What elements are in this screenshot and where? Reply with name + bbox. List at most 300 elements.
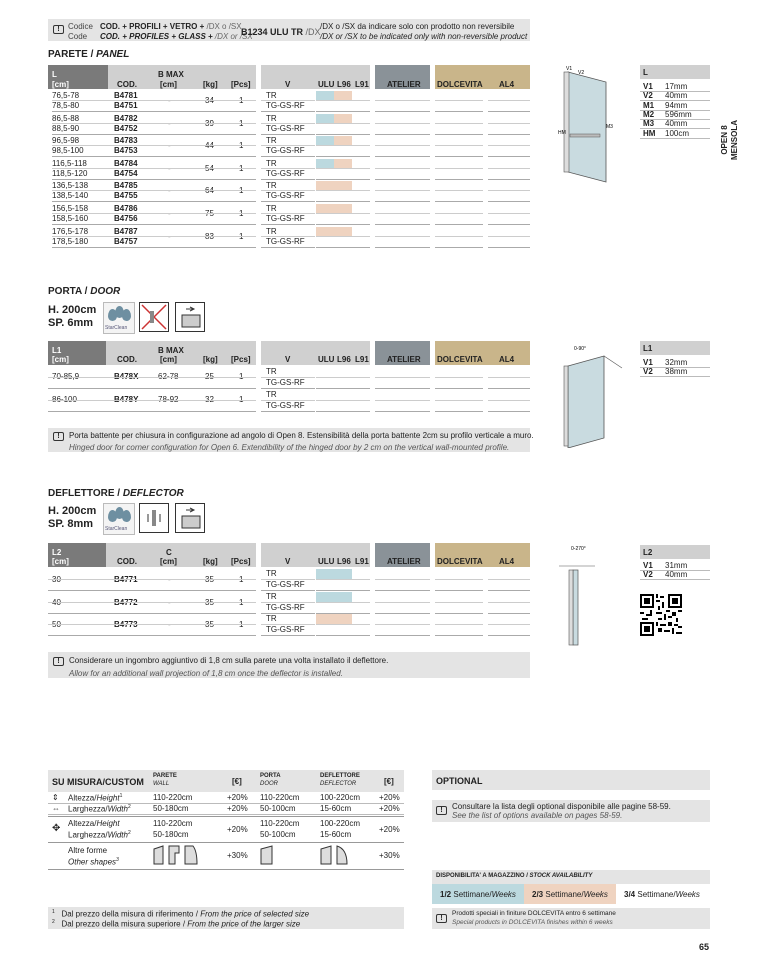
defl-col-c-unit: [cm] [160, 557, 177, 566]
table-row-l1: 86,5-88 [52, 113, 80, 123]
row-divider [316, 377, 370, 378]
defl-row-glass2: TG-GS-RF [266, 625, 305, 634]
table-row-glass2: TG-GS-RF [266, 214, 305, 223]
row-divider [108, 224, 256, 225]
defl-note-it: Considerare un ingombro aggiuntivo di 1,8 cm sulla parete una volta installato il deflettore. [69, 656, 389, 665]
info-icon: ! [436, 806, 447, 815]
dim-key: V2 [643, 367, 653, 377]
dim-value: 17mm [665, 82, 688, 91]
defl-row-glass1: TR [266, 591, 277, 601]
code-formula-it: COD. + PROFILI + VETRO + /DX o /SX [100, 22, 242, 31]
table-row-l1: 156,5-158 [52, 204, 89, 213]
row-divider [488, 247, 530, 248]
custom-wall-en: WALL [153, 781, 170, 787]
optional-title: OPTIONAL [436, 776, 483, 786]
info-icon: ! [53, 25, 64, 34]
row-divider [435, 100, 483, 101]
row-divider [435, 247, 483, 248]
row-divider [435, 168, 483, 169]
defl-col-kg: [kg] [203, 557, 218, 566]
defl-col-atelier: ATELIER [387, 557, 421, 566]
row-divider [316, 156, 370, 157]
custom-row-door: 110-220cm [260, 793, 300, 802]
table-row-l2: 118,5-120 [52, 168, 88, 178]
panel-header-right [261, 65, 370, 89]
code-note-en: /DX or /SX to be indicated only with non-reversible product [320, 32, 528, 41]
row-divider [108, 123, 256, 124]
reversible-icon [139, 503, 169, 533]
row-divider [261, 156, 315, 157]
row-divider [261, 602, 315, 603]
row-divider [375, 145, 430, 146]
row-divider [261, 579, 315, 580]
row-divider [52, 168, 108, 169]
table-row-code2: B4756 [114, 214, 138, 223]
row-divider [375, 179, 430, 180]
table-row-l2: 158,5-160 [52, 214, 89, 223]
deflector-open-icon [175, 503, 205, 533]
combo-wall2: 50-180cm [153, 830, 189, 839]
dim-value: 32mm [665, 358, 688, 367]
row-divider [261, 236, 315, 237]
row-divider [52, 111, 108, 112]
row-divider [435, 134, 483, 135]
row-divider [48, 602, 256, 603]
dim-divider [640, 138, 710, 139]
table-row-glass2: TG-GS-RF [266, 101, 305, 110]
row-divider [488, 145, 530, 146]
table-row-glass1: TR [266, 136, 277, 146]
custom-row-dp: +20% [379, 804, 400, 813]
custom-row-defl: 15-60cm [320, 804, 352, 813]
defl-row-glass2: TG-GS-RF [266, 580, 305, 589]
table-row-code2: B4757 [114, 236, 138, 246]
defl-row-glass2: TG-GS-RF [266, 602, 305, 612]
row-divider [261, 635, 315, 636]
row-divider [435, 613, 483, 614]
row-divider [52, 224, 108, 225]
row-divider [316, 123, 370, 124]
row-divider [261, 213, 315, 214]
dim-key: M1 [643, 100, 655, 110]
row-divider [108, 179, 256, 180]
defl-row-glass1: TR [266, 569, 277, 578]
dim-key: V1 [643, 358, 653, 367]
row-divider [375, 400, 430, 401]
row-divider [108, 134, 256, 135]
row-divider [316, 100, 370, 101]
panel-diagram [548, 62, 628, 187]
door-row-glass1: TR [266, 367, 277, 376]
row-divider [261, 168, 315, 169]
col-atelier: ATELIER [387, 80, 421, 89]
combo-dp: +20% [379, 825, 400, 834]
row-divider [488, 635, 530, 636]
row-divider [48, 411, 256, 412]
code-note-it: /DX o /SX da indicare solo con prodotto non reversibile [320, 22, 515, 31]
row-divider [435, 635, 483, 636]
col-b: B MAX [158, 70, 184, 79]
row-divider [375, 388, 430, 389]
dim-key: V2 [643, 570, 653, 580]
row-divider [108, 145, 256, 146]
optional-en: See the list of options available on pages 58-59. [452, 811, 623, 820]
row-divider [48, 579, 256, 580]
door-title: PORTA / DOOR [48, 286, 121, 297]
row-divider [488, 400, 530, 401]
row-divider [375, 168, 430, 169]
table-row-code2: B4754 [114, 168, 138, 178]
table-row-code2: B4753 [114, 146, 138, 156]
door-row-glass1: TR [266, 390, 277, 399]
dim-key: M3 [643, 119, 655, 129]
defl-note-en: Allow for an additional wall projection of 1,8 cm once the deflector is installed. [69, 669, 343, 678]
door-col-dolcevita: DOLCEVITA [437, 355, 483, 364]
row-divider [375, 411, 430, 412]
combo-defl1: 100-220cm [320, 819, 361, 828]
row-divider [52, 213, 108, 214]
no-reversible-icon [139, 302, 169, 332]
row-divider [108, 100, 256, 101]
table-row-code2: B4752 [114, 123, 138, 133]
dim-key: V1 [643, 82, 653, 91]
row-divider [375, 123, 430, 124]
row-divider [375, 579, 430, 580]
starclean-badge: StarClean [103, 302, 135, 334]
row-divider [108, 168, 256, 169]
custom-row-wall: 50-180cm [153, 804, 189, 813]
combo-label-1: Altezza/Height [68, 819, 120, 828]
col-b-unit: [cm] [160, 80, 177, 89]
svg-text:M3: M3 [606, 124, 613, 130]
row-divider [52, 236, 108, 237]
col-ulu: ULU [318, 80, 335, 89]
table-row-code1: B4781 [114, 91, 138, 100]
custom-title: SU MISURA/CUSTOM [52, 777, 144, 787]
row-divider [48, 388, 256, 389]
row-divider [488, 613, 530, 614]
row-divider [261, 201, 315, 202]
dim-value: 40mm [665, 570, 688, 580]
finish-swatch [316, 592, 352, 602]
table-row-code1: B4784 [114, 158, 138, 168]
row-divider [316, 624, 370, 625]
row-divider [52, 100, 108, 101]
row-divider [52, 201, 108, 202]
row-divider [435, 190, 483, 191]
row-divider [48, 377, 256, 378]
availability-title: DISPONIBILITA' A MAGAZZINO / STOCK AVAILABILITY [436, 873, 593, 879]
door-col-atelier: ATELIER [387, 355, 421, 364]
custom-eur-2: [€] [384, 777, 394, 786]
combo-icon: ✥ [52, 823, 61, 834]
table-row-l1: 116,5-118 [52, 158, 87, 168]
table-row-code1: B4785 [114, 181, 138, 191]
row-divider [375, 213, 430, 214]
custom-row-defl: 100-220cm [320, 793, 361, 802]
door-col-l-unit: [cm] [52, 355, 69, 364]
custom-row-wp: +20% [227, 804, 248, 813]
row-divider [261, 100, 315, 101]
row-divider [375, 201, 430, 202]
row-divider [435, 213, 483, 214]
row-divider [435, 388, 483, 389]
table-row-code1: B4786 [114, 204, 138, 213]
code-formula-en: COD. + PROFILES + GLASS + /DX or /SX [100, 32, 253, 41]
svg-text:HM: HM [558, 130, 566, 136]
row-divider [488, 236, 530, 237]
row-divider [488, 201, 530, 202]
table-row-glass1: TR [266, 226, 277, 236]
table-row-code2: B4755 [114, 191, 138, 201]
footnote-1: $^1$ Dal prezzo della misura di riferimento / From the price of selected size [52, 909, 310, 919]
row-divider [488, 579, 530, 580]
row-divider [435, 624, 483, 625]
row-divider [375, 613, 430, 614]
dim-value: 596mm [665, 109, 692, 119]
row-divider [52, 247, 108, 248]
row-divider [375, 111, 430, 112]
row-divider [261, 388, 315, 389]
custom-row-icon: ⇔ [52, 804, 60, 813]
row-divider [375, 100, 430, 101]
row-divider [435, 224, 483, 225]
row-divider [435, 411, 483, 412]
row-divider [435, 123, 483, 124]
row-divider [52, 134, 108, 135]
col-cod: COD. [117, 80, 137, 89]
custom-defl-en: DEFLECTOR [320, 781, 357, 787]
row-divider [316, 168, 370, 169]
row-divider [488, 213, 530, 214]
row-divider [375, 134, 430, 135]
row-divider [48, 635, 256, 636]
deflector-height: H. 200cm [48, 505, 97, 517]
qr-code[interactable] [640, 594, 682, 636]
row-divider [375, 247, 430, 248]
row-divider [375, 156, 430, 157]
row-divider [488, 156, 530, 157]
row-divider [375, 224, 430, 225]
defl-shapes-icon [320, 845, 352, 865]
row-divider [261, 400, 315, 401]
custom-door: PORTA [260, 773, 281, 779]
defl-col-c: C [166, 548, 172, 557]
deflector-title: DEFLETTORE / DEFLECTOR [48, 488, 184, 499]
row-divider [435, 400, 483, 401]
row-divider [48, 624, 256, 625]
col-l-unit: [cm] [52, 80, 69, 89]
door-row-glass2: TG-GS-RF [266, 401, 305, 410]
avail-1-text: 1/2 Settimane/Weeks [440, 890, 516, 899]
combo-label-2: Larghezza/Width$^2$ [68, 830, 131, 840]
table-row-glass2: TG-GS-RF [266, 236, 305, 246]
row-divider [316, 179, 370, 180]
door-dims-title: L1 [643, 344, 653, 353]
other-dp: +30% [379, 851, 400, 860]
codice-label: Codice [68, 22, 93, 31]
avail-3-text: 3/4 Settimane/Weeks [624, 890, 700, 899]
row-divider [261, 377, 315, 378]
deflector-diagram [555, 540, 625, 650]
table-row-code2: B4751 [114, 101, 138, 110]
dim-key: V1 [643, 561, 653, 570]
door-col-ulu: ULU [318, 355, 335, 364]
row-divider [52, 145, 108, 146]
table-row-l1: 76,5-78 [52, 91, 80, 100]
row-divider [108, 111, 256, 112]
custom-eur-1: [€] [232, 777, 242, 786]
door-col-b-unit: [cm] [160, 355, 177, 364]
combo-wall1: 110-220cm [153, 819, 193, 828]
dim-value: 94mm [665, 100, 688, 110]
svg-text:V2: V2 [578, 70, 585, 76]
dim-key: HM [643, 128, 656, 138]
defl-col-l96: L96 [337, 557, 351, 566]
dim-value: 40mm [665, 91, 688, 101]
page-number: 65 [699, 942, 710, 952]
row-divider [316, 400, 370, 401]
table-row-l1: 176,5-178 [52, 226, 89, 236]
row-divider [316, 236, 370, 237]
table-row-l2: 138,5-140 [52, 191, 89, 201]
wall-shapes-icon [153, 845, 203, 865]
row-divider [375, 377, 430, 378]
row-divider [488, 179, 530, 180]
door-height: H. 200cm [48, 304, 97, 316]
info-icon: ! [53, 657, 64, 666]
dim-divider [640, 376, 710, 377]
door-col-l: L1 [52, 346, 62, 355]
table-row-l2: 78,5-80 [52, 101, 80, 110]
panel-title: PARETE / PANEL [48, 49, 130, 60]
defl-col-l-unit: [cm] [52, 557, 69, 566]
door-note-it: Porta battente per chiusura in configurazione ad angolo di Open 8. Estensibilità della porta battente 2cm su profilo verticale a muro. [69, 431, 534, 440]
row-divider [488, 111, 530, 112]
row-divider [316, 201, 370, 202]
row-divider [316, 111, 370, 112]
row-divider [108, 247, 256, 248]
footnote-2: $^2$ Dal prezzo della misura superiore / From the price of the larger size [52, 919, 301, 929]
other-shapes-it: Altre forme [68, 846, 108, 855]
custom-row-wp: +20% [227, 793, 248, 802]
table-row-l2: 178,5-180 [52, 236, 89, 246]
row-divider [435, 377, 483, 378]
row-divider [316, 388, 370, 389]
table-row-glass2: TG-GS-RF [266, 168, 305, 178]
dim-value: 40mm [665, 119, 688, 129]
table-row-l2: 88,5-90 [52, 123, 80, 133]
row-divider [435, 111, 483, 112]
col-v: V [285, 80, 291, 89]
row-divider [375, 602, 430, 603]
optional-it: Consultare la lista degli optional disponibile alle pagine 58-59. [452, 802, 671, 811]
combo-door2: 50-100cm [260, 830, 296, 839]
table-row-glass1: TR [266, 158, 277, 168]
row-divider [261, 624, 315, 625]
row-divider [316, 247, 370, 248]
dim-value: 38mm [665, 367, 688, 377]
table-row-l2: 98,5-100 [52, 146, 84, 156]
dim-key: V2 [643, 91, 653, 101]
row-divider [488, 411, 530, 412]
row-divider [261, 224, 315, 225]
row-divider [488, 190, 530, 191]
row-divider [52, 190, 108, 191]
door-col-b: B MAX [158, 346, 184, 355]
panel-dims-title: L [643, 68, 648, 77]
custom-row-door: 50-100cm [260, 804, 296, 813]
code-label: Code [68, 32, 88, 41]
row-divider [261, 190, 315, 191]
row-divider [316, 579, 370, 580]
row-divider [435, 579, 483, 580]
row-divider [261, 411, 315, 412]
door-note-en: Hinged door for corner configuration for Open 6. Extendibility of the hinged door by 2 cm on the vertical wall-mounted profile. [69, 443, 510, 452]
row-divider [488, 168, 530, 169]
row-divider [261, 179, 315, 180]
row-divider [488, 100, 530, 101]
table-row-l1: 96,5-98 [52, 136, 80, 146]
row-divider [48, 613, 256, 614]
door-thickness: SP. 6mm [48, 317, 94, 329]
row-divider [435, 602, 483, 603]
defl-dims-title: L2 [643, 548, 653, 557]
door-diagram [560, 338, 630, 448]
svg-text:V1: V1 [566, 66, 573, 72]
dim-divider [640, 579, 710, 580]
defl-col-v: V [285, 557, 291, 566]
other-shapes-en: Other shapes$^3$ [68, 857, 119, 867]
row-divider [488, 123, 530, 124]
custom-row-label: Altezza/Height$^1$ [68, 793, 123, 803]
table-row-glass2: TG-GS-RF [266, 191, 305, 201]
row-divider [261, 123, 315, 124]
deflector-thickness: SP. 8mm [48, 518, 94, 530]
row-divider [435, 236, 483, 237]
defl-col-cod: COD. [117, 557, 137, 566]
side-label: OPEN 8 MENSOLA [720, 120, 739, 160]
col-l96: L96 [337, 80, 351, 89]
avail-note-en: Special products in DOLCEVITA finishes within 6 weeks [452, 919, 613, 926]
custom-row-divider [48, 814, 404, 815]
row-divider [375, 635, 430, 636]
row-divider [48, 400, 256, 401]
row-divider [435, 145, 483, 146]
door-col-v: V [285, 355, 291, 364]
custom-row-wall: 110-220cm [153, 793, 193, 802]
door-open-icon [175, 302, 205, 332]
row-divider [488, 388, 530, 389]
row-divider [375, 590, 430, 591]
other-wp: +30% [227, 851, 248, 860]
row-divider [488, 377, 530, 378]
row-divider [108, 236, 256, 237]
defl-col-ulu: ULU [318, 557, 335, 566]
info-icon: ! [53, 432, 64, 441]
table-row-glass1: TR [266, 113, 277, 123]
row-divider [48, 590, 256, 591]
row-divider [375, 624, 430, 625]
table-row-glass2: TG-GS-RF [266, 146, 305, 156]
col-kg: [kg] [203, 80, 218, 89]
row-divider [52, 156, 108, 157]
defl-col-pcs: [Pcs] [231, 557, 251, 566]
row-divider [261, 134, 315, 135]
door-col-l91: L91 [355, 355, 369, 364]
row-divider [261, 111, 315, 112]
row-divider [316, 134, 370, 135]
